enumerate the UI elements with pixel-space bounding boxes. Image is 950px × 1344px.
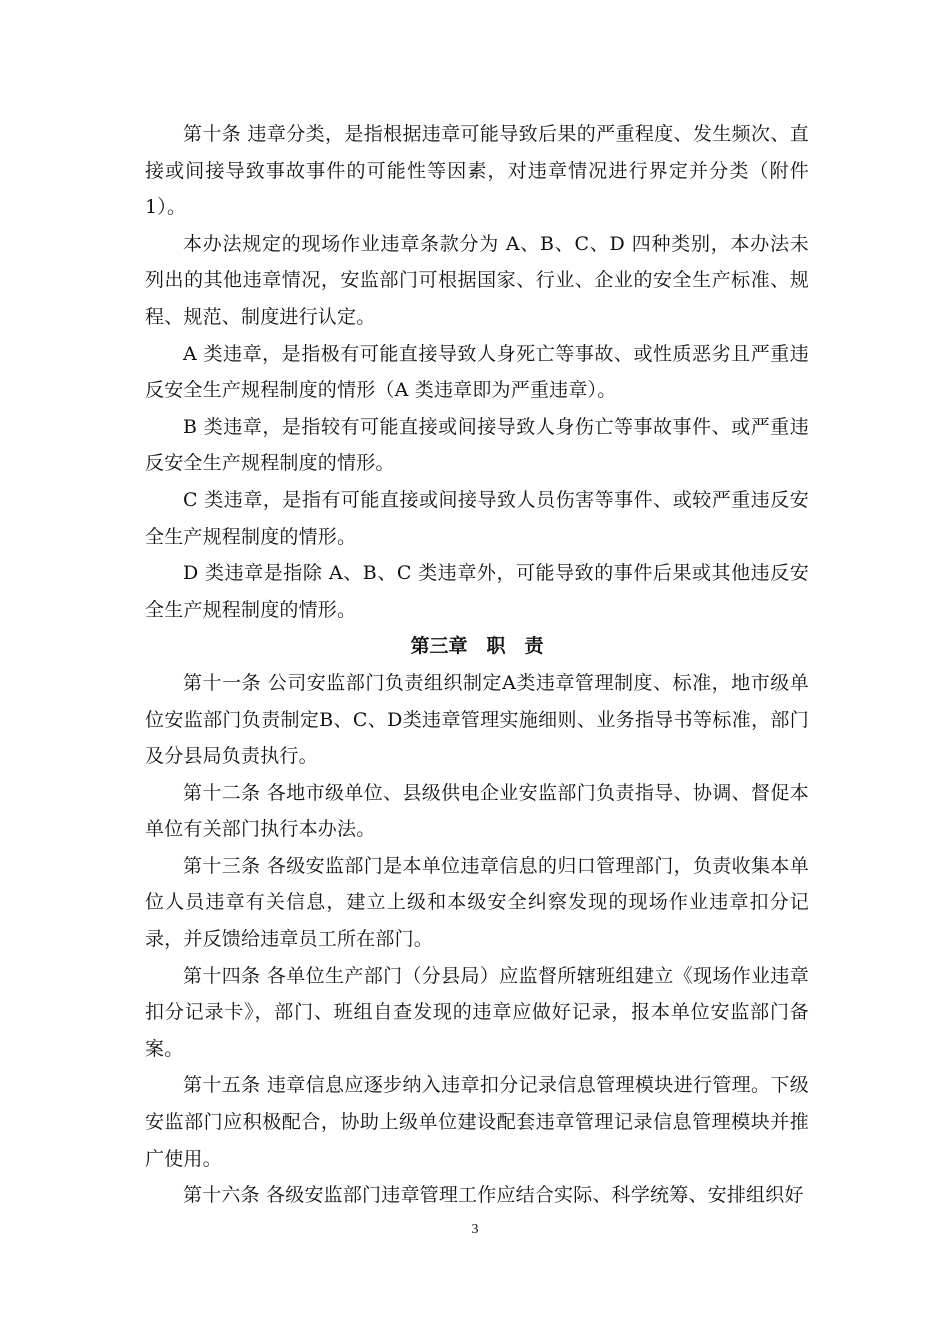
document-body [145,116,809,1214]
paragraph-class-a: A 类违章，是指极有可能直接导致人身死亡等事故、或性质恶劣且严重违反安全生产规程制度的情形（A 类违章即为严重违章）。 [145,342,809,402]
page-number: 3 [471,1222,479,1237]
paragraph-class-b: B 类违章，是指较有可能直接或间接导致人身伤亡等事故事件、或严重违反安全生产规程制度的情形。 [145,415,809,475]
paragraph-article-12: 第十二条 各地市级单位、县级供电企业安监部门负责指导、协调、督促本单位有关部门执行本办法。 [145,781,809,841]
paragraph-violation-categories: 本办法规定的现场作业违章条款分为 A、B、C、D 四种类别，本办法未列出的其他违章情况，安监部门可根据国家、行业、企业的安全生产标准、规程、规范、制度进行认定。 [145,232,809,328]
paragraph-article-15: 第十五条 违章信息应逐步纳入违章扣分记录信息管理模块进行管理。下级安监部门应积极配合，协助上级单位建设配套违章管理记录信息管理模块并推广使用。 [145,1074,809,1170]
paragraph-article-10: 第十条 违章分类，是指根据违章可能导致后果的严重程度、发生频次、直接或间接导致事故事件的可能性等因素，对违章情况进行界定并分类（附件 1）。 [145,123,809,219]
paragraph-class-c: C 类违章，是指有可能直接或间接导致人员伤害等事件、或较严重违反安全生产规程制度的情形。 [145,488,809,548]
paragraph-article-11: 第十一条 公司安监部门负责组织制定A类违章管理制度、标准，地市级单位安监部门负责制定B、C、D类违章管理实施细则、业务指导书等标准，部门及分县局负责执行。 [145,671,809,768]
paragraph-article-14: 第十四条 各单位生产部门（分县局）应监督所辖班组建立《现场作业违章扣分记录卡》，部门、班组自查发现的违章应做好记录，报本单位安监部门备案。 [145,964,809,1060]
paragraph-article-16: 第十六条 各级安监部门违章管理工作应结合实际、科学统筹、安排组织好 [183,1184,804,1207]
chapter-heading: 第三章 职 责 [410,635,544,658]
paragraph-class-d: D 类违章是指除 A、B、C 类违章外，可能导致的事件后果或其他违反安全生产规程制度的情形。 [145,562,809,621]
paragraph-article-13: 第十三条 各级安监部门是本单位违章信息的归口管理部门，负责收集本单位人员违章有关信息，建立上级和本级安全纠察发现的现场作业违章扣分记录，并反馈给违章员工所在部门。 [145,854,809,951]
